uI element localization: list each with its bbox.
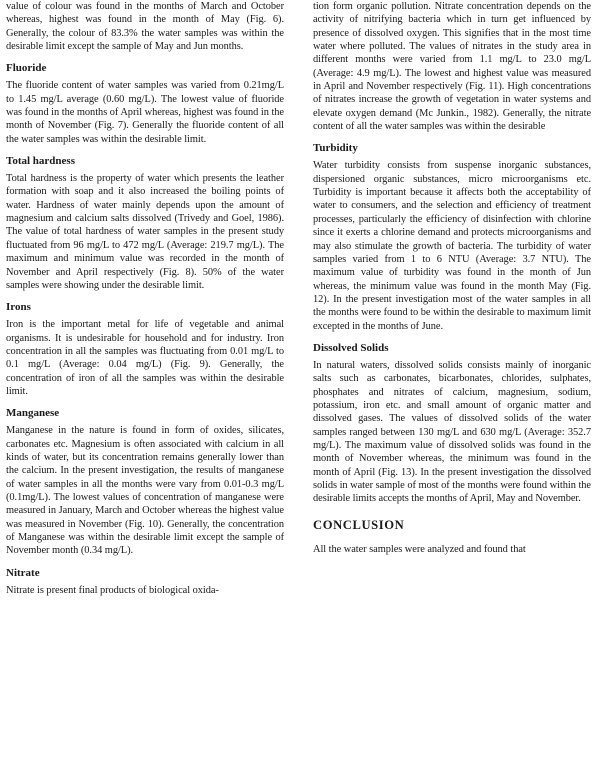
paragraph-nitrate-end: tion form organic pollution. Nitrate concentration depends on the activity of nitrifying bacteria which in turn get influenced by presence of dissolved oxygen. This signifies that in the most time water where polluted. The values of nitrates in the study area in different months were varied from 1.1 mg/L to 23.0 mg/L (Average: 4.9 mg/L). The lowest and highest value was measured in April and November respectively (Fig. 11). High concentrations of nitrates increase the growth of vegetation in water systems and elevate oxygen demand (Mc Junkin., 1982). Generally, the nitrate content of all the water samples was within the desirable [313, 1, 591, 133]
heading-conclusion: CONCLUSION [313, 517, 405, 532]
paragraph-dissolved-solids: In natural waters, dissolved solids consists mainly of inorganic salts such as carbonates, bicarbonates, chlorides, sulphates, phosphates and nitrates of calcium, magnesium, sodium, potassium, iron etc. and small amount of organic matter and dissolved gases. The values of dissolved solids of the water samples ranged between 130 mg/L and 630 mg/L (Average: 352.7 mg/L). The maximum value of dissolved solids was found in the month of November whereas, the minimum was found in the month of April (Fig. 13). In the present investigation the dissolved solids in water sample of most of the months were found within the desirable limits accepts the months of April, May and November. [313, 359, 591, 505]
heading-irons: Irons [6, 301, 31, 314]
paragraph-irons: Iron is the important metal for life of vegetable and animal organisms. It is undesirable for household and for industry. Iron concentration in all the samples was fluctuating from 0.01 mg/L to 0.1 mg/L (Average: 0.04 mg/L) (Fig. 9). Generally, the concentration of iron of all the samples was within the desirable limit. [6, 319, 284, 397]
paragraph-turbidity: Water turbidity consists from suspense inorganic substances, dispersioned organic substances, micro microorganisms etc. Turbidity is important because it affects both the acceptability of water to consumers, and the selection and efficiency of treatment processes, particularly the efficiency of disinfection with chlorine since it exerts a chlorine demand and protects microorganisms and may also stimulate the growth of bacteria. The turbidity of water samples varied from 1 to 6 NTU (Average: 3.7 NTU). The maximum value of turbidity was found in the month of Jun whereas, the minimum value was found in the month May (Fig. 12). In the present investigation most of the water samples in all the months were found to be within the desirable to maximum limit excepted in the months of June. [313, 160, 591, 332]
heading-dissolved-solids: Dissolved Solids [313, 341, 389, 354]
heading-turbidity: Turbidity [313, 142, 358, 155]
left-column [6, 0, 284, 768]
paragraph-nitrate-start: Nitrate is present final products of biological oxida- [6, 584, 219, 596]
heading-manganese: Manganese [6, 407, 60, 420]
heading-total-hardness: Total hardness [6, 155, 75, 168]
paragraph-fluoride: The fluoride content of water samples was varied from 0.21mg/L to 1.45 mg/L average (0.60 mg/L). The lowest value of fluoride was found in the months of April whereas, highest was found in the month of November (Fig. 7). Generally the fluoride content of all the water samples was within the desirable limit. [6, 80, 284, 145]
heading-nitrate: Nitrate [6, 566, 40, 579]
paragraph-manganese: Manganese in the nature is found in form of oxides, silicates, carbonates etc. Magnesium is often associated with calcium in all kinds of water, but its concentration remains generally lower than the calcium. In the present investigation, the results of manganese of water samples in all the months were vary from 0.01-0.3 mg/L (0.1mg/L). The lowest values of concentration of manganese were measured in January, March and October whereas the highest value was measured in November (Fig. 10). Generally, the concentration of Manganese was within the desirable limit except the sample of November month (0.34 mg/L). [6, 425, 284, 557]
heading-fluoride: Fluoride [6, 62, 47, 75]
paragraph-colour-end: value of colour was found in the months of March and October whereas, highest was found in the month of May (Fig. 6). Generally, the colour of 83.3% the water samples was within the desirable limit except the sample of May and Jun months. [6, 1, 284, 53]
paragraph-total-hardness: Total hardness is the property of water which presents the leather formation with soap and it also increased the boiling points of water. Hardness of water mainly depends upon the amount of magnesium and calcium salts dissolved (Trivedy and Goel, 1986). The value of total hardness of water samples in the present study fluctuated from 96 mg/L to 472 mg/L (Average: 219.7 mg/L). The maximum and minimum value was recorded in the month of November and April respectively (Fig. 8). 50% of the water samples were showing under the desirable limit. [6, 173, 284, 291]
paragraph-conclusion-start: All the water samples were analyzed and found that [313, 543, 526, 555]
right-column [313, 0, 591, 768]
